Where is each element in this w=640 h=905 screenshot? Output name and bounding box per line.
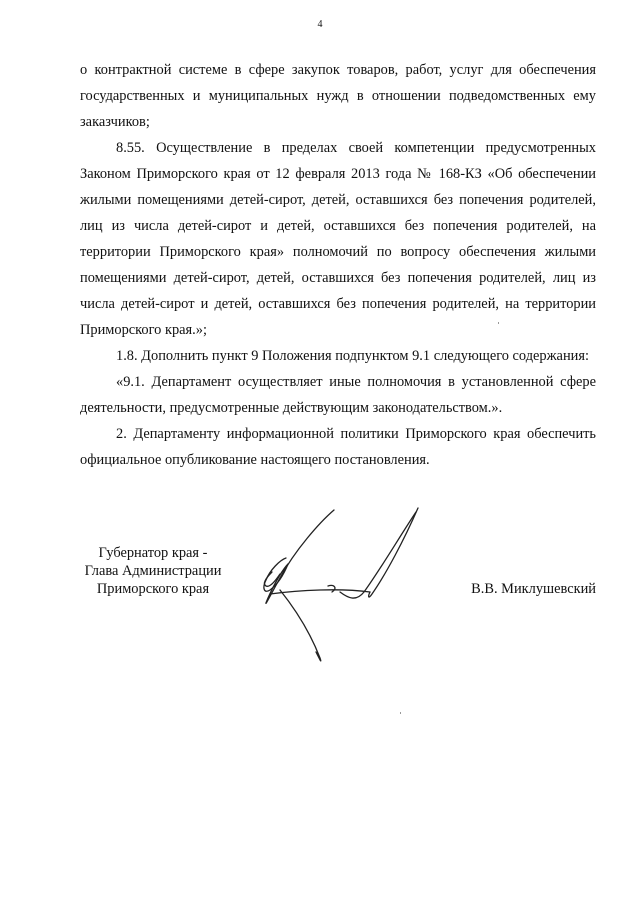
paragraph-9-1: «9.1. Департамент осуществляет иные полномочия в установленной сфере деятельности, предусмотренные действующим законодательством.». [80, 374, 596, 416]
paragraph-8-55: 8.55. Осуществление в пределах своей компетенции предусмотренных Законом Приморского края от 12 февраля 2013 года № 168-КЗ «Об обеспечении жилыми помещениями детей-сирот, детей, оставшихся без попечения родителей, лиц из числа детей-сирот и детей, оставшихся без попечения родителей, на территории Приморского края» полномочий по вопросу обеспечения жилыми помещениями детей-сирот, детей, оставшихся без попечения родителей, лиц из числа детей-сирот и детей, оставшихся без попечения родителей, на территории Приморского края.»; [80, 140, 596, 338]
scan-speck [498, 322, 499, 324]
signature-strokes [264, 508, 418, 661]
signatory-name: В.В. Миклушевский [471, 581, 596, 597]
paragraph-contract-system: о контрактной системе в сфере закупок товаров, работ, услуг для обеспечения государственных и муниципальных нужд в отношении подведомственных ему заказчиков; [80, 62, 596, 130]
signatory-title-line: Приморского края [96, 581, 210, 597]
signature-block [0, 500, 640, 680]
handwritten-signature [240, 500, 440, 680]
signatory-title [78, 544, 228, 598]
scan-speck [400, 712, 401, 714]
page-number: 4 [317, 19, 323, 30]
paragraph-2-publication: 2. Департаменту информационной политики Приморского края обеспечить официальное опубликование настоящего постановления. [80, 426, 596, 468]
signatory-title-line: Глава Администрации [84, 563, 222, 579]
signatory-title-line: Губернатор края - [98, 545, 208, 561]
document-body [80, 57, 596, 473]
paragraph-1-8: 1.8. Дополнить пункт 9 Положения подпунктом 9.1 следующего содержания: [116, 348, 589, 364]
